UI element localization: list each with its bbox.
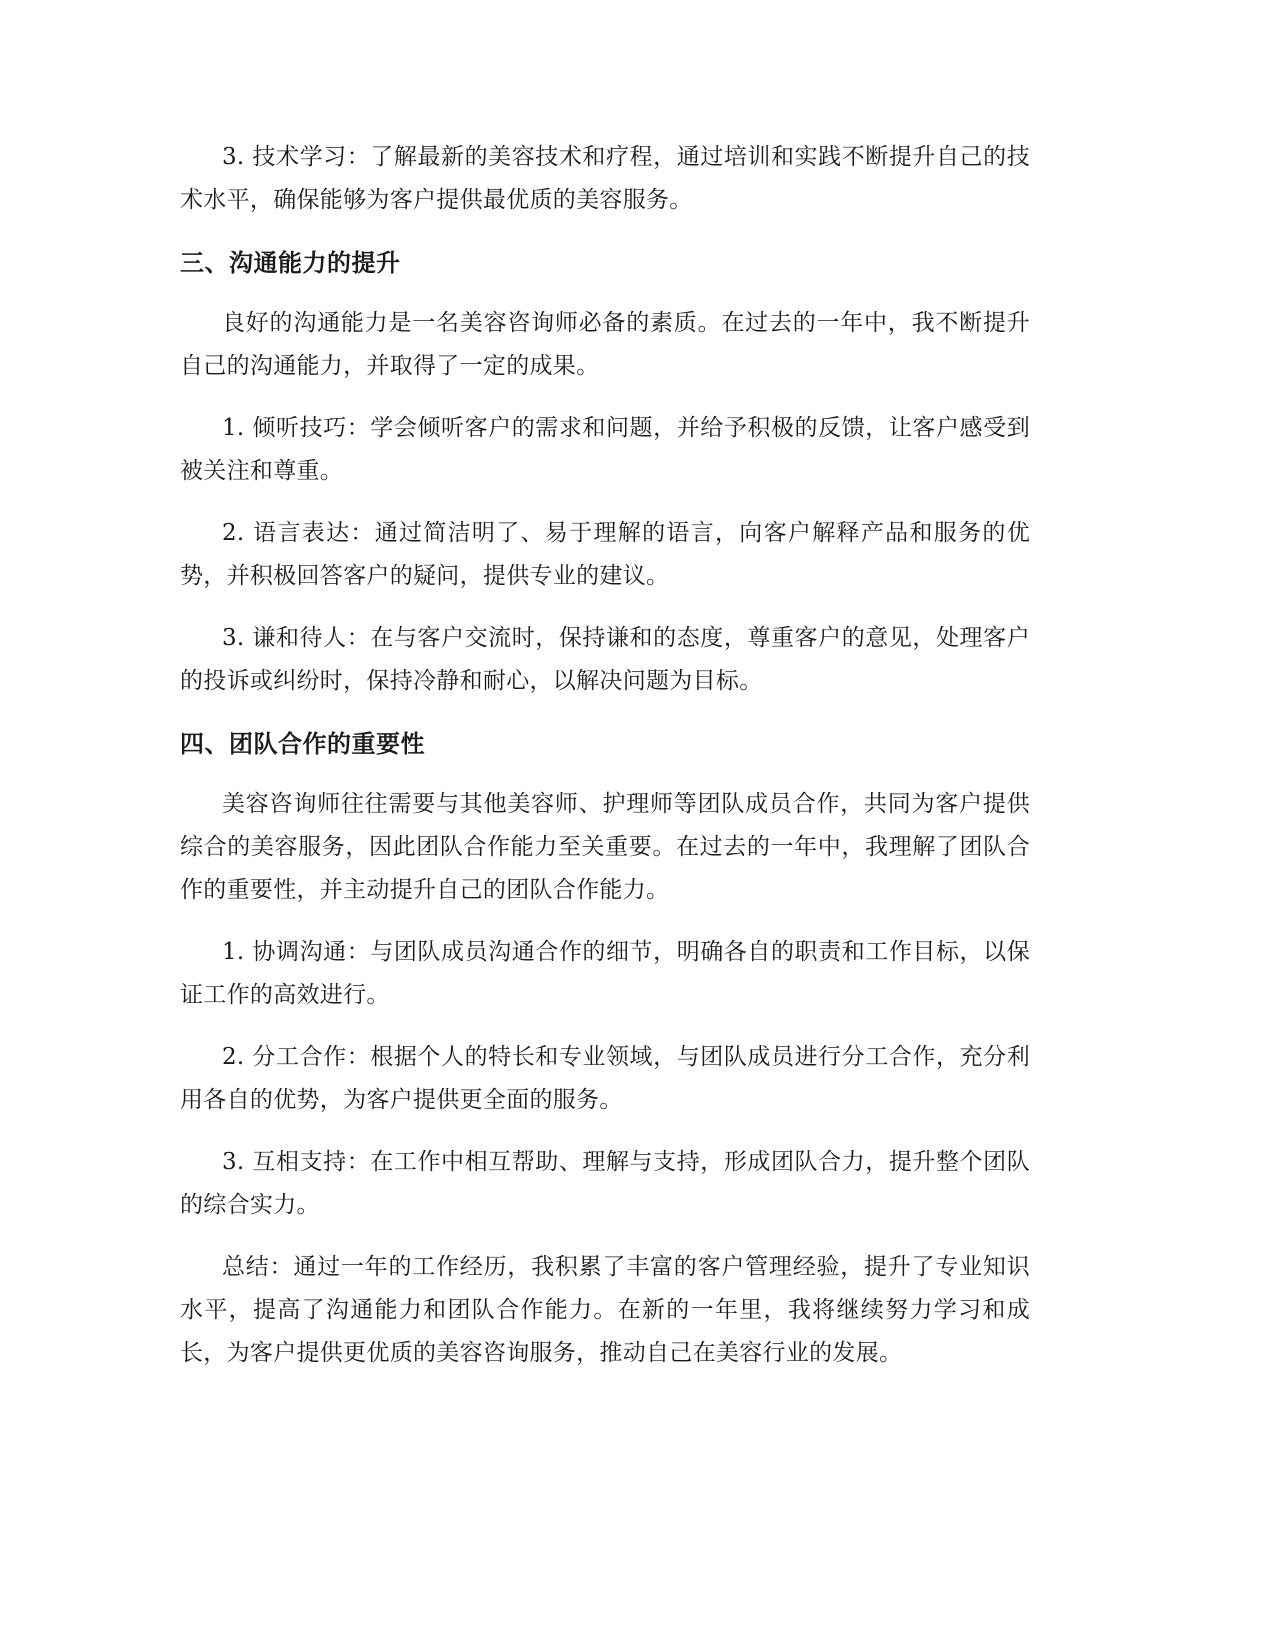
paragraph-verbal-expression: 2. 语言表达：通过简洁明了、易于理解的语言，向客户解释产品和服务的优势，并积极回答客户的疑问，提供专业的建议。	[180, 520, 1030, 589]
paragraph-courtesy: 3. 谦和待人：在与客户交流时，保持谦和的态度，尊重客户的意见，处理客户的投诉或纠纷时，保持冷静和耐心，以解决问题为目标。	[180, 625, 1030, 694]
section-heading-communication: 三、沟通能力的提升	[180, 249, 401, 277]
paragraph-teamwork-intro: 美容咨询师往往需要与其他美容师、护理师等团队成员合作，共同为客户提供综合的美容服务，因此团队合作能力至关重要。在过去的一年中，我理解了团队合作的重要性，并主动提升自己的团队合作能力。	[180, 791, 1030, 903]
paragraph-coordination: 1. 协调沟通：与团队成员沟通合作的细节，明确各自的职责和工作目标，以保证工作的高效进行。	[180, 939, 1030, 1008]
paragraph-mutual-support: 3. 互相支持：在工作中相互帮助、理解与支持，形成团队合力，提升整个团队的综合实力。	[180, 1149, 1030, 1218]
paragraph-listening-skills: 1. 倾听技巧：学会倾听客户的需求和问题，并给予积极的反馈，让客户感受到被关注和尊重。	[180, 415, 1030, 484]
paragraph-division-of-labor: 2. 分工合作：根据个人的特长和专业领域，与团队成员进行分工合作，充分利用各自的优势，为客户提供更全面的服务。	[180, 1044, 1030, 1113]
paragraph-technical-learning: 3. 技术学习：了解最新的美容技术和疗程，通过培训和实践不断提升自己的技术水平，确保能够为客户提供最优质的美容服务。	[180, 144, 1030, 213]
document-page	[180, 136, 1030, 1394]
section-heading-teamwork: 四、团队合作的重要性	[180, 730, 425, 758]
paragraph-summary: 总结：通过一年的工作经历，我积累了丰富的客户管理经验，提升了专业知识水平，提高了沟通能力和团队合作能力。在新的一年里，我将继续努力学习和成长，为客户提供更优质的美容咨询服务，推动自己在美容行业的发展。	[180, 1254, 1030, 1366]
paragraph-communication-intro: 良好的沟通能力是一名美容咨询师必备的素质。在过去的一年中，我不断提升自己的沟通能力，并取得了一定的成果。	[180, 310, 1030, 379]
